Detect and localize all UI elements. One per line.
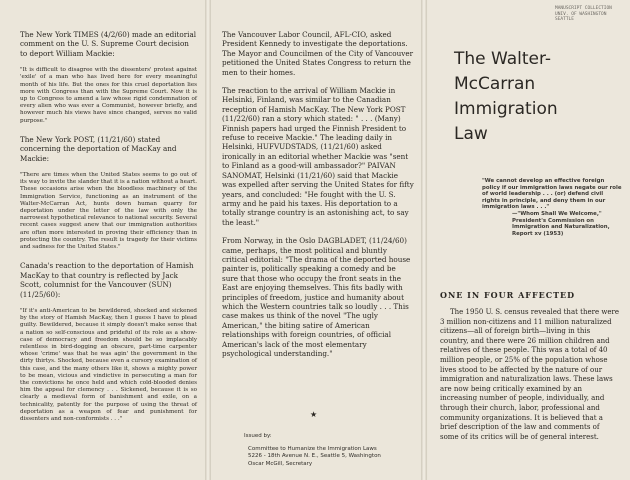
epigraph-quote — [482, 178, 622, 237]
cover-title-line-1: The Walter-McCarran — [454, 49, 552, 94]
post-intro: The New York POST, (11/21/60) stated concerning the deportation of MacKay and Mackie: — [20, 134, 177, 163]
epigraph-attribution-2: President's Commission on Immigration and Naturalization, — [512, 217, 610, 231]
epigraph-attribution-1: —"Whom Shall We Welcome," — [512, 210, 602, 217]
helsinki-paragraph: The reaction to the arrival of William Mackie in Helsinki, Finland, was similar to the Canadian reception of Hamish MacKay. The New York POST (11/22/60) ran a story which stated: " . . . (Many) Finnish papers had urged the Finnish President to refuse to receive Mackie." The leading daily in Helsinki, HUFVUDSTADS, (11/21/60) asked ironically in an editorial whether Mackie was "sent to Finland as a good-will ambassador?" PAIVAN SANOMAT, Helsinki (11/21/60) said that Mackie was expelled after serving the United States for fifty years, and concluded: "He fought with the U. S. army and he paid his taxes. His deportation to a totally strange country is an astonishing act, to say the least." — [222, 86, 414, 227]
times-quote: "It is difficult to disagree with the dissenters' protest against 'exile' of a man who has lived here for every meaningful month of his life. But the ones for this cruel deportation lies more with Congress than with the Supreme Court. Now it is up to Congress to amend a law whose rigid condemnation of every alien who was ever a Communist, however briefly, and however much his views have since changed, serves no valid purpose." — [20, 67, 197, 124]
times-intro: The New York TIMES (4/2/60) made an editorial comment on the U. S. Supreme Court decision to deport William Mackie: — [20, 30, 197, 58]
stamp-line-1: MANUSCRIPT COLLECTION — [555, 6, 612, 11]
section-heading: ONE IN FOUR AFFECTED — [440, 290, 576, 300]
stamp-line-3: SEATTLE — [555, 17, 574, 22]
archive-stamp — [555, 6, 612, 23]
section-body: The 1950 U. S. census revealed that there were 3 million non-citizens and 11 million naturalized citizens—all of foreign birth—living in this country, and there were 26 million children and relatives of these people. This was a total of 40 million people, or 25% of the population whose lives stood to be affected by the nature of our immigration and naturalization laws. These laws are now being critically examined by an increasing number of people, individually, and through their church, labor, professional and community organizations. It is believed that a brief description of the law and comments of some of its critics will be of general interest. — [440, 308, 619, 441]
oslo-paragraph: From Norway, in the Oslo DAGBLADET, (11/24/60) came, perhaps, the most political and bluntly critical editorial: "The drama of the deported house painter is, politically speaking a comedy and be sure that those who occupy the front seats in the East are enjoying themselves. This fits badly with principles of freedom, justice and humanity about which the Western countries talk so loudly . . . This case makes us think of the novel "The ugly American," the biting satire of American relationships with foreign countries, of official American's lack of the most elementary psychological understanding." — [222, 236, 411, 358]
cover-title-line-2: Immigration — [454, 99, 558, 119]
fold-line-right — [421, 0, 427, 480]
cover-title — [454, 47, 622, 147]
fold-line-left — [205, 0, 211, 480]
stamp-line-2: UNIV. OF WASHINGTON — [555, 11, 607, 17]
post-quote: "There are times when the United States seems to go out of its way to invite the slander that it is a nation without a heart. These occasions arise when the bloodless machinery of the Immigration Service, functioning as an instrument of the Walter-McCarran Act, hunts down human quarry for deportation under the letter of the law with only the narrowest hypothetical relevance to national security. Several recent cases suggest anew that our immigration authorities are often more interested in proving their efficiency than in protecting the country. The result is tragedy for their victims and sadness for the United States." — [20, 172, 197, 251]
vancouver-council-paragraph: The Vancouver Labor Council, AFL-CIO, asked President Kennedy to investigate the deportations. The Mayor and Councilmen of the City of Vancouver petitioned the United States Congress to return the men to their homes. — [222, 30, 414, 77]
epigraph-text: "We cannot develop an effective foreign policy if our immigration laws negate our role of world leadership . . . (or) defend civil rights in principle, and deny them in our immigration laws . . ." — [482, 178, 622, 211]
canada-intro: Canada's reaction to the deportation of Hamish MacKay to that country is reflected by Jack Scott, columnist for the Vancouver (SUN) (11/25/60): — [20, 261, 194, 299]
issued-by-label: Issued by: — [244, 433, 272, 439]
publisher-name: Committee to Humanize the Immigration Laws — [248, 446, 377, 452]
middle-panel — [212, 0, 420, 480]
publisher-address: 5226 - 18th Avenue N. E., Seattle 5, Washington — [248, 453, 381, 460]
publisher-block — [248, 446, 381, 468]
sun-quote: "If it's anti-American to be bewildered, shocked and sickened by the story of Hamish MacKay, then I guess I have to plead guilty. Bewildered, because it simply doesn't make sense that a nation so self-conscious and prideful of its role as a show-case of democracy and freedom should be so implacably relentless in bird-dogging an obscure, part-time carpenter whose 'crime' was that he was agin' the government in the dirty thirtys. Shocked, because even a cursory examination of this case, and the many others like it, shows a mighty power to be mean, vicious and vindictive in persecuting a man for the convictions he once held and which cold-blooded denies him the appeal for clemency . . . Sickened, because it is so clearly a medieval form of banishment and exile, on a technicality, patently for the purpose of using the threat of deportation as a weapon of fear and punishment for dissenters and non-conformists . . ." — [20, 307, 197, 422]
cover-title-line-3: Law — [454, 124, 488, 144]
epigraph-attribution-3: Report xv (1953) — [512, 230, 564, 237]
asterisk-ornament: ★ — [310, 410, 318, 419]
publisher-secretary: Oscar McGill, Secretary — [248, 460, 313, 467]
left-panel — [0, 0, 205, 480]
